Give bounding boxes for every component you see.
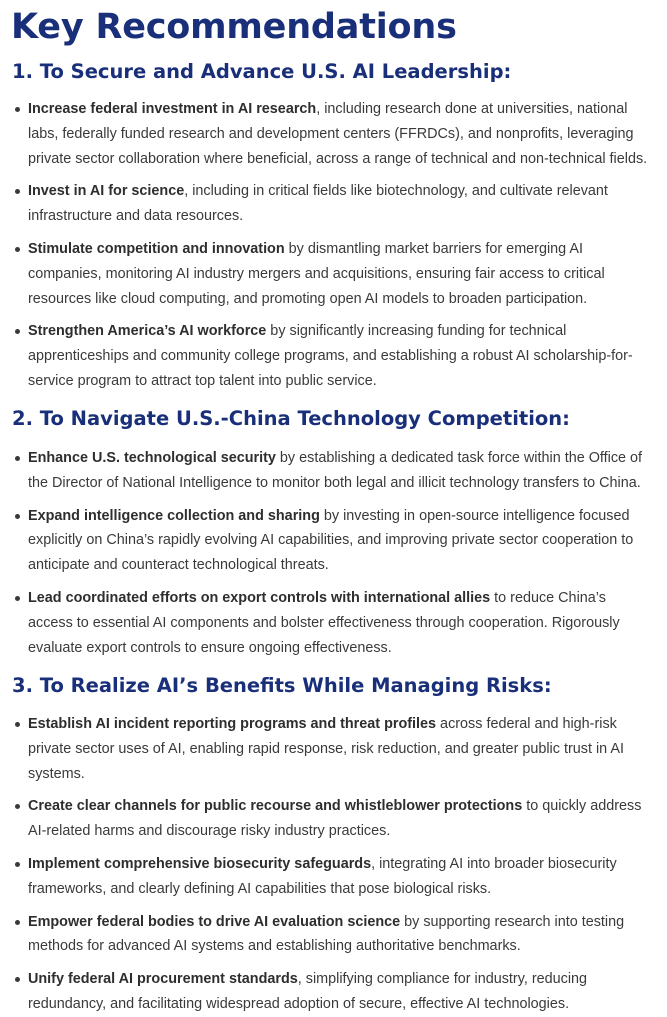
item-text: , simplifying compliance for industry, reducing redundancy, and facilitating widespread adoption of secure, effective AI technologies. [28, 971, 588, 1012]
item-text: to reduce China’s access to essential AI components and bolster effectiveness through cooperation. Rigorously evaluate export controls to ensure ongoing effectiveness. [28, 589, 620, 656]
item-bold-text: Establish AI incident reporting programs and threat profiles [28, 716, 437, 732]
item-bold-text: Empower federal bodies to drive AI evaluation science [28, 913, 401, 930]
item-text: to quickly address AI-related harms and discourage risky industry practices. [28, 798, 642, 840]
section-list-risks [0, 712, 667, 1017]
item-text: by dismantling market barriers for emerging AI companies, monitoring AI industry mergers and acquisitions, ensuring fair access to critical resources like cloud computing, and promoting open AI models to broaden participation. [28, 240, 605, 307]
list-item [0, 712, 667, 786]
section-heading-china: 2. To Navigate U.S.-China Technology Competition: [12, 407, 570, 430]
list-item [0, 504, 667, 578]
section-list-leadership [0, 97, 667, 394]
list-item [0, 319, 667, 393]
item-bold-text: Lead coordinated efforts on export controls with international allies [28, 589, 491, 606]
section-heading-leadership: 1. To Secure and Advance U.S. AI Leadership: [12, 60, 512, 83]
item-bold-text: Invest in AI for science [28, 183, 185, 200]
list-item [0, 852, 667, 902]
list-item [0, 586, 667, 660]
item-bold-text: Enhance U.S. technological security [28, 450, 276, 466]
list-item [0, 967, 667, 1017]
item-bold-text: Unify federal AI procurement standards [28, 971, 298, 988]
list-item [0, 910, 667, 960]
item-bold-text: Create clear channels for public recourse and whistleblower protections [28, 798, 523, 815]
item-text: by establishing a dedicated task force within the Office of the Director of National Intelligence to monitor both legal and illicit technology transfers to China. [28, 450, 643, 491]
item-bold-text: Strengthen America’s AI workforce [28, 323, 267, 340]
list-item [0, 97, 667, 171]
item-text: by supporting research into testing methods for advanced AI systems and establishing authoritative benchmarks. [28, 913, 625, 955]
list-item [0, 446, 667, 496]
section-list-china [0, 446, 667, 660]
list-item [0, 794, 667, 844]
item-text: across federal and high-risk private sector uses of AI, enabling rapid response, risk reduction, and greater public trust in AI systems. [28, 716, 624, 782]
item-bold-text: Increase federal investment in AI research [28, 101, 317, 117]
item-text: by significantly increasing funding for technical apprenticeships and community college programs, and establishing a robust AI scholarship-for-service program to attract top talent into public service. [28, 323, 633, 389]
list-item [0, 179, 667, 229]
item-text: by investing in open-source intelligence focused explicitly on China’s rapidly evolving AI capabilities, and improving private sector cooperation to anticipate and counteract technological threats. [28, 507, 634, 574]
section-heading-risks: 3. To Realize AI’s Benefits While Managing Risks: [12, 674, 552, 697]
item-bold-text: Expand intelligence collection and sharing [28, 507, 320, 524]
item-text: , including research done at universities, national labs, federally funded research and development centers (FFRDCs), and nonprofits, leveraging private sector collaboration where beneficial, across a range of technical and non-technical fields. [28, 101, 648, 167]
item-text: , integrating AI into broader biosecurity frameworks, and clearly defining AI capabilities that pose biological risks. [28, 855, 617, 897]
item-text: , including in critical fields like biotechnology, and cultivate relevant infrastructure and data resources. [28, 183, 608, 225]
item-bold-text: Stimulate competition and innovation [28, 240, 285, 257]
list-item [0, 237, 667, 311]
item-bold-text: Implement comprehensive biosecurity safeguards [28, 855, 372, 872]
page-title: Key Recommendations [11, 7, 457, 47]
